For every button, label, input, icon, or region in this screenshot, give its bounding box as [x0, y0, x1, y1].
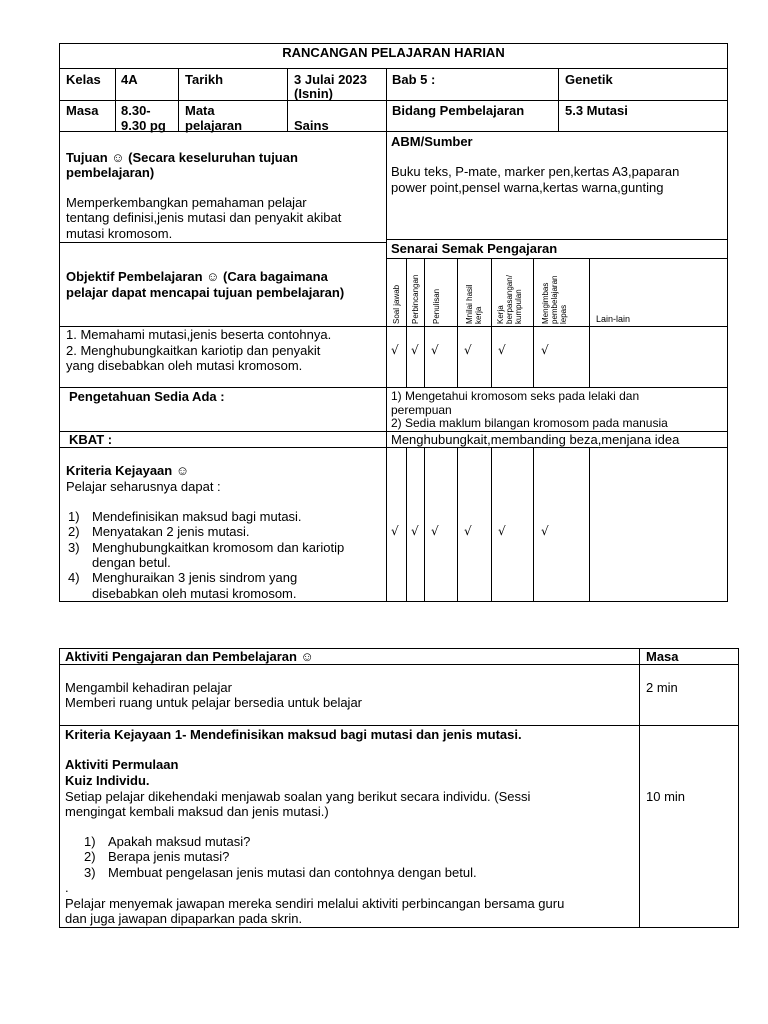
- check-mark: √: [411, 343, 419, 357]
- kriteria-item: 2) Menyatakan 2 jenis mutasi.: [68, 524, 250, 539]
- masa-line1: 8.30-: [121, 103, 151, 118]
- check-mark: √: [464, 524, 472, 538]
- activity-row1-line1: Mengambil kehadiran pelajar: [65, 680, 232, 695]
- pengetahuan-line-2: perempuan: [391, 403, 452, 417]
- question-item: 3) Membuat pengelasan jenis mutasi dan contohnya dengan betul.: [84, 865, 477, 880]
- activity-row2-time: 10 min: [646, 789, 686, 804]
- question-item: 1) Apakah maksud mutasi?: [84, 834, 251, 849]
- activity-row1-time: 2 min: [646, 680, 678, 695]
- objektif-heading-2: pelajar dapat mencapai tujuan pembelajaran): [66, 285, 345, 300]
- kriteria-item: 4) Menghuraikan 3 jenis sindrom yang: [68, 570, 298, 585]
- mata-pelajaran-label-1: Mata: [185, 103, 215, 118]
- activity-row2-desc2: mengingat kembali maksud dan jenis mutasi.): [65, 804, 329, 819]
- question-item: 2) Berapa jenis mutasi?: [84, 849, 230, 864]
- activity-closing-1: Pelajar menyemak jawapan mereka sendiri melalui aktiviti perbincangan bersama guru: [65, 896, 565, 911]
- tujuan-body-1: Memperkembangkan pemahaman pelajar: [66, 195, 307, 210]
- tarikh-date: 3 Julai 2023: [294, 72, 367, 87]
- col-penulisan: Penulisan: [432, 288, 441, 324]
- kriteria-heading: Kriteria Kejayaan ☺: [66, 463, 190, 478]
- activity-header: Aktiviti Pengajaran dan Pembelajaran ☺: [65, 649, 314, 664]
- activity-row2-desc1: Setiap pelajar dikehendaki menjawab soalan yang berikut secara individu. (Sessi: [65, 789, 531, 804]
- mata-pelajaran-value: Sains: [294, 118, 329, 133]
- col-perbincangan: Perbincangan: [411, 274, 420, 324]
- masa-header: Masa: [646, 649, 679, 664]
- kbat-value: Menghubungkait,membanding beza,menjana idea: [391, 432, 680, 447]
- tujuan-heading-2: pembelajaran): [66, 165, 155, 180]
- check-mark: √: [541, 343, 549, 357]
- tarikh-label: Tarikh: [185, 72, 224, 87]
- abm-heading: ABM/Sumber: [391, 134, 473, 149]
- check-mark: √: [411, 524, 419, 538]
- tarikh-day: (Isnin): [294, 86, 333, 101]
- pengetahuan-line-1: 1) Mengetahui kromosom seks pada lelaki dan: [391, 389, 640, 403]
- check-mark: √: [498, 524, 506, 538]
- activity-row2-sub2: Kuiz Individu.: [65, 773, 150, 788]
- kriteria-intro: Pelajar seharusnya dapat :: [66, 479, 221, 494]
- objektif-heading-1: Objektif Pembelajaran ☺ (Cara bagaimana: [66, 269, 328, 284]
- col-lain-lain: Lain-lain: [596, 314, 631, 324]
- senarai-heading: Senarai Semak Pengajaran: [391, 241, 558, 256]
- kriteria-item: dengan betul.: [92, 555, 171, 570]
- activity-row2-sub1: Aktiviti Permulaan: [65, 757, 179, 772]
- bab-value: Genetik: [565, 72, 613, 87]
- col-soal-jawab: Soal jawab: [392, 284, 401, 324]
- masa-line2: 9.30 pg: [121, 118, 166, 133]
- kriteria-item: disebabkan oleh mutasi kromosom.: [92, 586, 297, 601]
- objektif-item-2: 2. Menghubungkaitkan kariotip dan penyakit: [66, 343, 321, 358]
- pengetahuan-label: Pengetahuan Sedia Ada :: [69, 389, 225, 404]
- mata-pelajaran-label-2: pelajaran: [185, 118, 243, 133]
- activity-closing-2: dan juga jawapan dipaparkan pada skrin.: [65, 911, 303, 926]
- objektif-item-3: yang disebabkan oleh mutasi kromosom.: [66, 358, 303, 373]
- check-mark: √: [431, 343, 439, 357]
- tujuan-body-2: tentang definisi,jenis mutasi dan penyakit akibat: [66, 210, 342, 225]
- tujuan-body-3: mutasi kromosom.: [66, 226, 173, 241]
- col-kerja-berpasangan: Kerja berpasangan/ kumpulan: [496, 275, 523, 324]
- check-mark: √: [391, 524, 399, 538]
- kelas-label: Kelas: [66, 72, 101, 87]
- kriteria-item: 3) Menghubungkaitkan kromosom dan kariotip: [68, 540, 345, 555]
- check-mark: √: [431, 524, 439, 538]
- bidang-value: 5.3 Mutasi: [565, 103, 628, 118]
- activity-row2-heading: Kriteria Kejayaan 1- Mendefinisikan maksud bagi mutasi dan jenis mutasi.: [65, 727, 522, 742]
- col-mengimbas: Mengimbas pembelajaran lepas: [541, 275, 568, 324]
- kbat-label: KBAT :: [69, 432, 113, 447]
- objektif-item-1: 1. Memahami mutasi,jenis beserta contohnya.: [66, 327, 332, 342]
- dot-line: .: [65, 880, 69, 895]
- kelas-value: 4A: [121, 72, 138, 87]
- pengetahuan-line-3: 2) Sedia maklum bilangan kromosom pada manusia: [391, 416, 668, 430]
- check-mark: √: [464, 343, 472, 357]
- check-mark: √: [541, 524, 549, 538]
- abm-line-2: power point,pensel warna,kertas warna,gunting: [391, 180, 664, 195]
- page-title: RANCANGAN PELAJARAN HARIAN: [282, 45, 505, 60]
- bidang-label: Bidang Pembelajaran: [392, 103, 525, 118]
- abm-line-1: Buku teks, P-mate, marker pen,kertas A3,paparan: [391, 164, 680, 179]
- tujuan-heading-1: Tujuan ☺ (Secara keseluruhan tujuan: [66, 150, 298, 165]
- check-mark: √: [498, 343, 506, 357]
- kriteria-item: 1) Mendefinisikan maksud bagi mutasi.: [68, 509, 302, 524]
- bab-label: Bab 5 :: [392, 72, 436, 87]
- masa-label: Masa: [66, 103, 99, 118]
- col-mnilai-hasil: Mnilai hasil kerja: [465, 284, 483, 324]
- activity-row1-line2: Memberi ruang untuk pelajar bersedia untuk belajar: [65, 695, 363, 710]
- check-mark: √: [391, 343, 399, 357]
